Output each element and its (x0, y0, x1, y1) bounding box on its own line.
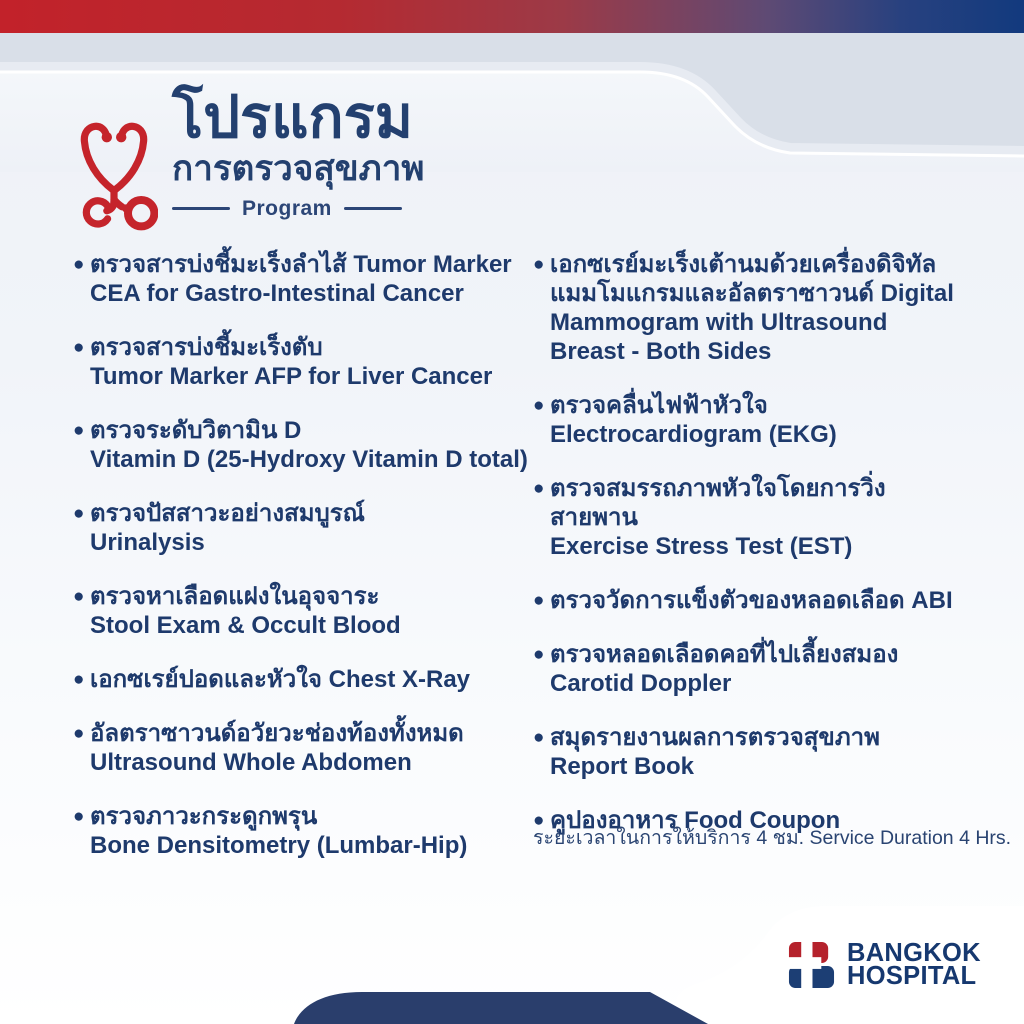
list-item-line: Carotid Doppler (550, 670, 732, 697)
list-item (533, 391, 973, 449)
program-subtitle-th: การตรวจสุขภาพ (172, 149, 425, 189)
list-item-line: ตรวจสารบ่งชี้มะเร็งลำไส้ Tumor Marker (90, 251, 512, 278)
list-item-lines (90, 250, 533, 308)
bullet-icon: ● (533, 254, 545, 275)
list-item-line: คูปองอาหาร Food Coupon (550, 807, 841, 834)
bullet-icon: ● (533, 810, 545, 831)
hospital-name (847, 939, 981, 990)
list-item-lines (90, 665, 533, 694)
checkup-list (73, 250, 973, 885)
bullet-icon: ● (533, 727, 545, 748)
footer-navy-band (294, 992, 708, 1024)
list-item-line: ตรวจหาเลือดแฝงในอุจจาระ (90, 583, 380, 610)
list-item-line: Tumor Marker AFP for Liver Cancer (90, 363, 493, 390)
list-item-lines (550, 723, 973, 781)
list-item (73, 499, 533, 557)
program-label-en: Program (242, 196, 332, 220)
list-item (533, 586, 973, 615)
list-item-line: ตรวจวัดการแข็งตัวของหลอดเลือด ABI (550, 587, 953, 614)
top-gradient-bar (0, 0, 1024, 33)
bullet-icon: ● (73, 723, 85, 744)
list-item (533, 640, 973, 698)
list-item-line: Ultrasound Whole Abdomen (90, 749, 412, 776)
program-title-th: โปรแกรม (172, 85, 414, 150)
list-item-lines (90, 582, 533, 640)
list-item-line: Breast - Both Sides (550, 338, 772, 365)
list-item (73, 333, 533, 391)
checkup-column-right (533, 250, 973, 885)
list-item-lines (550, 640, 973, 698)
bullet-icon: ● (533, 644, 545, 665)
list-item-line: ตรวจปัสสาวะอย่างสมบูรณ์ (90, 500, 365, 527)
bullet-icon: ● (533, 478, 545, 499)
list-item-lines (550, 391, 973, 449)
stethoscope-icon (70, 96, 158, 236)
bangkok-hospital-logo (787, 940, 981, 990)
list-item-line: แมมโมแกรมและอัลตราซาวนด์ Digital (550, 280, 954, 307)
list-item-line: ตรวจสารบ่งชี้มะเร็งตับ (90, 334, 323, 361)
list-item-line: อัลตราซาวนด์อวัยวะช่องท้องทั้งหมด (90, 720, 464, 747)
list-item (73, 250, 533, 308)
bullet-icon: ● (73, 503, 85, 524)
list-item-line: Mammogram with Ultrasound (550, 309, 888, 336)
program-title-block (172, 85, 425, 221)
list-item-lines (90, 499, 533, 557)
bullet-icon: ● (73, 806, 85, 827)
hospital-name-line1: BANGKOK (847, 939, 981, 967)
bullet-icon: ● (73, 254, 85, 275)
list-item-lines (550, 474, 973, 561)
list-item-line: เอกซเรย์ปอดและหัวใจ Chest X-Ray (90, 666, 471, 693)
hospital-b-cross-icon (787, 940, 836, 990)
list-item (73, 802, 533, 860)
list-item-line: สมุดรายงานผลการตรวจสุขภาพ (550, 724, 880, 751)
list-item-line: Urinalysis (90, 529, 205, 556)
list-item (533, 474, 973, 561)
left-dash-line (172, 207, 230, 210)
list-item-line: ตรวจหลอดเลือดคอที่ไปเลี้ยงสมอง (550, 641, 899, 668)
list-item-line: ตรวจสมรรถภาพหัวใจโดยการวิ่งสายพาน (550, 475, 886, 531)
list-item-line: Electrocardiogram (EKG) (550, 421, 837, 448)
service-duration-note: ระยะเวลาในการให้บริการ 4 ชม. Service Duration 4 Hrs. (533, 827, 1012, 849)
bullet-icon: ● (73, 586, 85, 607)
bullet-icon: ● (533, 590, 545, 611)
list-item-lines (90, 333, 533, 391)
list-item-lines (550, 586, 973, 615)
list-item-line: Bone Densitometry (Lumbar-Hip) (90, 832, 468, 859)
list-item-line: Vitamin D (25-Hydroxy Vitamin D total) (90, 446, 528, 473)
program-header (70, 85, 425, 236)
right-dash-line (344, 207, 402, 210)
list-item-lines (90, 416, 533, 474)
bullet-icon: ● (533, 395, 545, 416)
hospital-name-line2: HOSPITAL (847, 962, 977, 990)
list-item (73, 582, 533, 640)
list-item-line: Exercise Stress Test (EST) (550, 533, 853, 560)
list-item (73, 719, 533, 777)
list-item-line: Report Book (550, 753, 694, 780)
list-item-line: เอกซเรย์มะเร็งเต้านมด้วยเครื่องดิจิทัล (550, 251, 937, 278)
checkup-column-left (73, 250, 533, 885)
bullet-icon: ● (73, 337, 85, 358)
list-item-line: Stool Exam & Occult Blood (90, 612, 401, 639)
list-item (73, 416, 533, 474)
list-item (533, 723, 973, 781)
list-item-lines (90, 719, 533, 777)
list-item-line: ตรวจระดับวิตามิน D (90, 417, 302, 444)
program-label-row (172, 197, 424, 221)
list-item-lines (90, 802, 533, 860)
bullet-icon: ● (73, 669, 85, 690)
bullet-icon: ● (73, 420, 85, 441)
list-item (73, 665, 533, 694)
list-item (533, 250, 973, 366)
list-item-line: CEA for Gastro-Intestinal Cancer (90, 280, 464, 307)
list-item-line: ตรวจคลื่นไฟฟ้าหัวใจ (550, 392, 768, 419)
list-item-line: ตรวจภาวะกระดูกพรุน (90, 803, 318, 830)
list-item-lines (550, 250, 973, 366)
